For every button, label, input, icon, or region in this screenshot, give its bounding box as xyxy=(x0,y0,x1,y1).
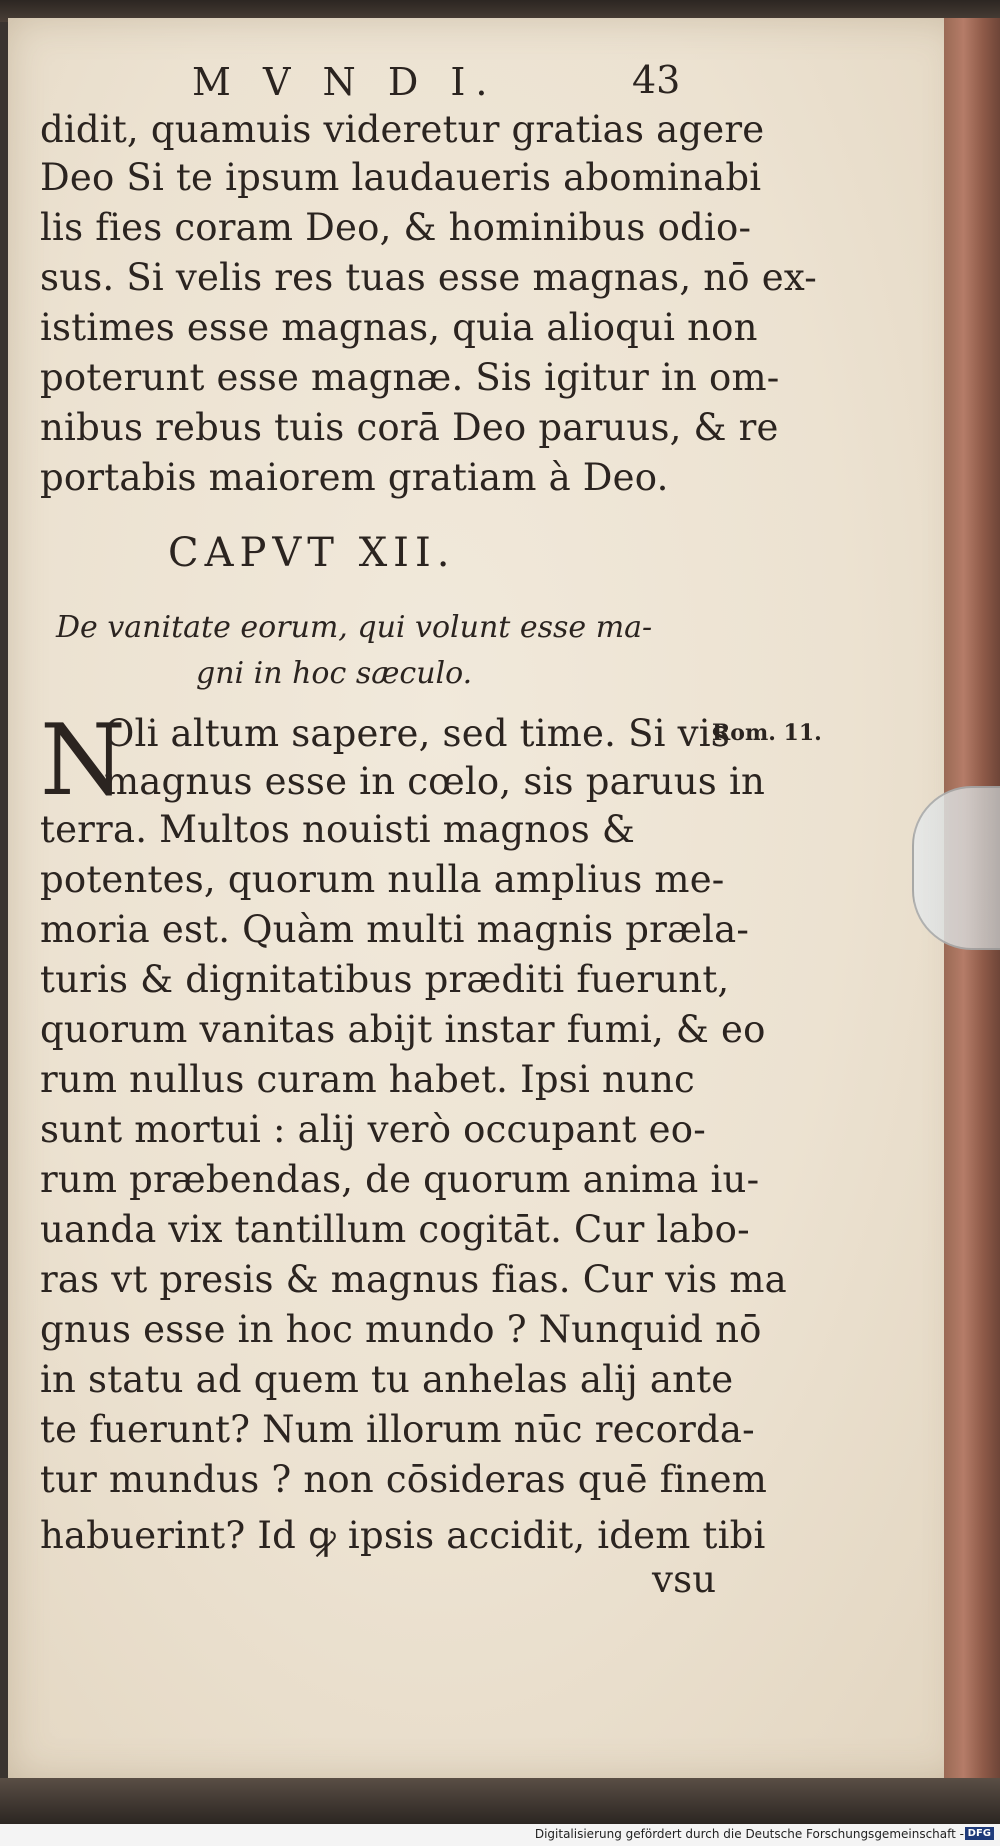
text-line: uanda vix tantillum cogitāt. Cur labo- xyxy=(40,1208,750,1251)
text-line: in statu ad quem tu anhelas alij ante xyxy=(40,1358,734,1401)
running-head: M V N D I. xyxy=(192,60,498,104)
text-line: te fuerunt? Num illorum nūc recorda- xyxy=(40,1408,755,1451)
text-line: poterunt esse magnæ. Sis igitur in om- xyxy=(40,356,780,399)
text-line: lis fies coram Deo, & hominibus odio- xyxy=(40,206,752,249)
text-line: turis & dignitatibus præditi fuerunt, xyxy=(40,958,730,1001)
text-line: Oli altum sapere, sed time. Si vis xyxy=(104,712,730,755)
text-line: rum præbendas, de quorum anima iu- xyxy=(40,1158,760,1201)
text-line: rum nullus curam habet. Ipsi nunc xyxy=(40,1058,695,1101)
book-bottom-edge xyxy=(0,1778,1000,1824)
text-line: potentes, quorum nulla amplius me- xyxy=(40,858,725,901)
page-number: 43 xyxy=(632,58,681,102)
text-line: magnus esse in cœlo, sis paruus in xyxy=(104,760,766,803)
marginal-note: Rom. 11. xyxy=(712,720,822,746)
chapter-heading: CAPVT XII. xyxy=(168,530,456,576)
drop-cap: N xyxy=(40,704,126,818)
text-line: Deo Si te ipsum laudaueris abominabi xyxy=(40,156,762,199)
text-line: ras vt presis & magnus fias. Cur vis ma xyxy=(40,1258,787,1301)
text-line: sunt mortui : alij verò occupant eo- xyxy=(40,1108,706,1151)
chapter-subtitle: De vanitate eorum, qui volunt esse ma- xyxy=(56,610,653,645)
text-line: quorum vanitas abijt instar fumi, & eo xyxy=(40,1008,766,1051)
text-line: terra. Multos nouisti magnos & xyxy=(40,808,636,851)
catchword: vsu xyxy=(652,1558,717,1601)
dfg-logo: DFG xyxy=(965,1827,994,1840)
text-line: habuerint? Id ꝙ ipsis accidit, idem tibi xyxy=(40,1514,766,1557)
text-line: didit, quamuis videretur gratias agere xyxy=(40,108,765,151)
text-line: moria est. Quàm multi magnis præla- xyxy=(40,908,750,951)
text-line: portabis maiorem gratiam à Deo. xyxy=(40,456,669,499)
chapter-subtitle: gni in hoc sæculo. xyxy=(196,656,473,691)
text-line: istimes esse magnas, quia alioqui non xyxy=(40,306,758,349)
footer-credit: Digitalisierung gefördert durch die Deutsche Forschungsgemeinschaft - xyxy=(534,1827,964,1841)
text-line: tur mundus ? non cōsideras quē finem xyxy=(40,1458,768,1501)
page-clip xyxy=(912,786,1000,950)
text-line: nibus rebus tuis corā Deo paruus, & re xyxy=(40,406,779,449)
text-line: gnus esse in hoc mundo ? Nunquid nō xyxy=(40,1308,762,1351)
text-line: sus. Si velis res tuas esse magnas, nō ex- xyxy=(40,256,817,299)
